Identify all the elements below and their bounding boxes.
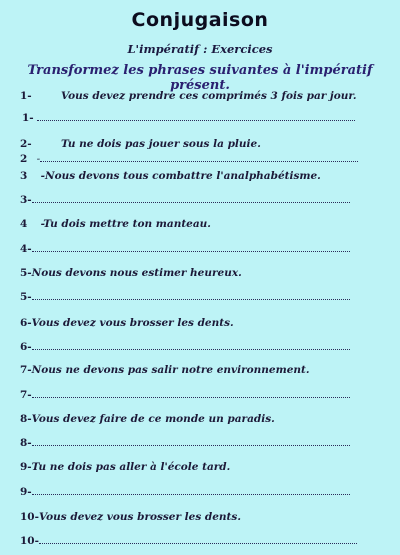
answer-dots xyxy=(37,112,355,121)
question-4 xyxy=(20,218,211,230)
answer-number: 9- xyxy=(20,486,32,498)
answer-dots xyxy=(32,194,350,203)
question-1 xyxy=(20,90,357,102)
worksheet-subtitle: L'impératif : Exercices xyxy=(127,42,273,56)
answer-dots xyxy=(40,153,358,162)
answer-dots xyxy=(32,437,350,446)
answer-number: 10- xyxy=(20,535,39,547)
question-text: -Nous devons tous combattre l'analphabétisme. xyxy=(40,170,321,182)
worksheet-title: Conjugaison xyxy=(131,9,269,31)
answer-dots xyxy=(32,486,350,495)
question-text: Vous devez faire de ce monde un paradis. xyxy=(31,413,275,425)
answer-line-1[interactable] xyxy=(22,112,355,124)
answer-dots xyxy=(32,389,350,398)
question-text: Tu ne dois pas aller à l'école tard. xyxy=(31,461,231,473)
answer-dots xyxy=(32,291,350,300)
question-text: Nous devons nous estimer heureux. xyxy=(31,267,242,279)
answer-line-2[interactable]: 2 - xyxy=(20,153,358,165)
question-number: 7- xyxy=(20,364,32,376)
question-number: 2- xyxy=(20,138,32,150)
question-6 xyxy=(20,317,234,329)
question-7 xyxy=(20,364,310,376)
answer-number: 6- xyxy=(20,341,32,353)
question-text: Tu ne dois pas jouer sous la pluie. xyxy=(60,138,261,150)
answer-line-4[interactable] xyxy=(20,243,350,255)
question-text: Vous devez prendre ces comprimés 3 fois par jour. xyxy=(60,90,357,102)
question-5 xyxy=(20,267,242,279)
answer-line-7[interactable] xyxy=(20,389,350,401)
answer-dots xyxy=(32,341,350,350)
answer-line-8[interactable] xyxy=(20,437,350,449)
answer-dots xyxy=(32,243,350,252)
answer-number: 7- xyxy=(20,389,32,401)
question-text: Vous devez vous brosser les dents. xyxy=(38,511,241,523)
question-number: 10- xyxy=(20,511,39,523)
answer-number: 4- xyxy=(20,243,32,255)
question-10 xyxy=(20,511,241,523)
worksheet-instruction: Transformez les phrases suivantes à l'impératif présent. xyxy=(27,63,373,93)
question-text: -Tu dois mettre ton manteau. xyxy=(40,218,211,230)
answer-line-3[interactable] xyxy=(20,194,350,206)
answer-dots xyxy=(39,535,357,544)
question-number: 3 xyxy=(20,170,28,182)
answer-line-9[interactable] xyxy=(20,486,350,498)
answer-line-6[interactable] xyxy=(20,341,350,353)
answer-number: 2 xyxy=(20,153,28,165)
question-number: 5- xyxy=(20,267,32,279)
question-2 xyxy=(20,138,261,150)
answer-number: 5- xyxy=(20,291,32,303)
question-3 xyxy=(20,170,321,182)
answer-number: 1- xyxy=(22,112,34,124)
question-number: 9- xyxy=(20,461,32,473)
answer-line-10[interactable] xyxy=(20,535,357,547)
question-text: Nous ne devons pas salir notre environnement. xyxy=(31,364,310,376)
answer-line-5[interactable] xyxy=(20,291,350,303)
question-8 xyxy=(20,413,275,425)
answer-number: 8- xyxy=(20,437,32,449)
answer-number: 3- xyxy=(20,194,32,206)
question-number: 1- xyxy=(20,90,32,102)
question-number: 6- xyxy=(20,317,32,329)
question-number: 4 xyxy=(20,218,28,230)
question-9 xyxy=(20,461,230,473)
question-text: Vous devez vous brosser les dents. xyxy=(31,317,234,329)
question-number: 8- xyxy=(20,413,32,425)
